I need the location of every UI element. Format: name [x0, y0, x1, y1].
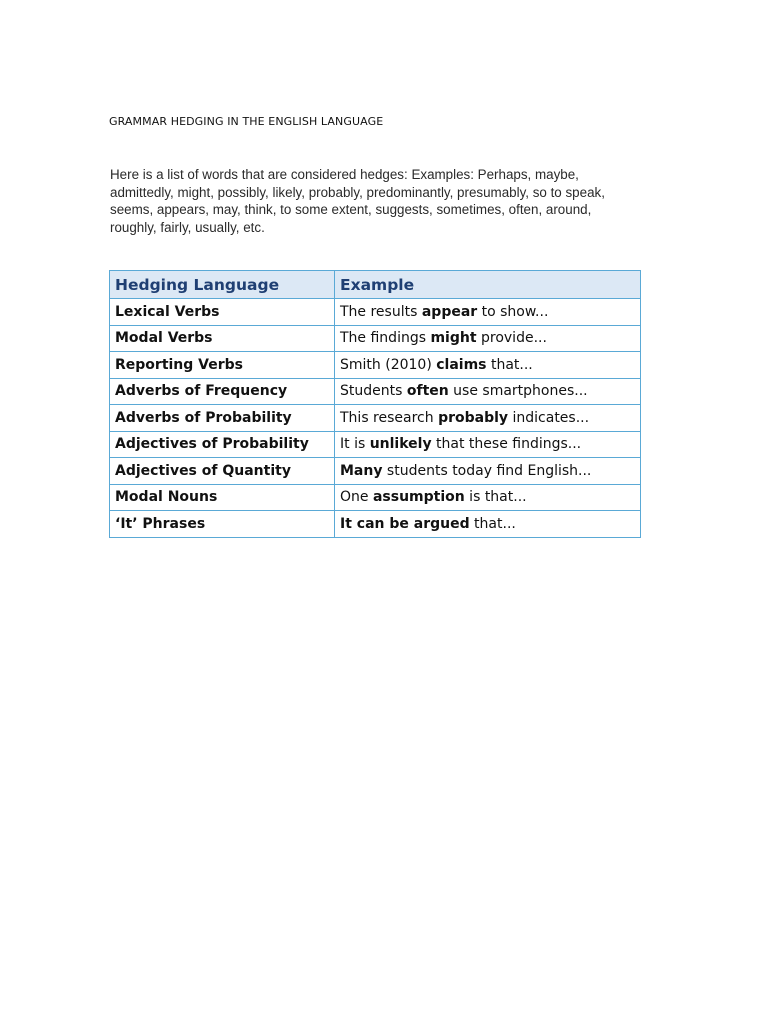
example-text: is that...	[464, 489, 527, 506]
header-hedging-language: Hedging Language	[110, 271, 335, 299]
example-text: that...	[486, 356, 533, 373]
table-row	[110, 511, 641, 538]
example-hedge-word: appear	[421, 303, 478, 320]
hedging-table	[109, 270, 641, 538]
page-title: GRAMMAR HEDGING IN THE ENGLISH LANGUAGE	[109, 115, 384, 128]
hedging-category-cell: Reporting Verbs	[110, 352, 335, 379]
example-cell	[335, 511, 641, 538]
hedging-category-cell: Adverbs of Frequency	[110, 378, 335, 405]
example-text: indicates...	[508, 409, 590, 426]
example-hedge-word: unlikely	[369, 436, 432, 453]
example-hedge-word: probably	[438, 409, 509, 426]
example-cell	[335, 405, 641, 432]
example-hedge-word: It can be argued	[340, 515, 470, 532]
example-cell	[335, 352, 641, 379]
example-cell	[335, 378, 641, 405]
example-text: to show...	[477, 303, 549, 320]
hedging-category-cell: Modal Verbs	[110, 325, 335, 352]
example-hedge-word: Many	[340, 462, 383, 479]
example-text: The results	[340, 303, 422, 320]
table-body	[110, 299, 641, 538]
table-row	[110, 484, 641, 511]
hedging-category-cell: Lexical Verbs	[110, 299, 335, 326]
table-row	[110, 458, 641, 485]
example-text: students today find English...	[382, 462, 592, 479]
table-row	[110, 378, 641, 405]
example-text: use smartphones...	[448, 383, 588, 400]
example-text: It is	[340, 436, 370, 453]
hedging-category-cell: Adjectives of Probability	[110, 431, 335, 458]
hedging-category-cell: Adjectives of Quantity	[110, 458, 335, 485]
example-text: that these findings...	[431, 436, 582, 453]
example-text: Students	[340, 383, 407, 400]
intro-line: roughly, fairly, usually, etc.	[110, 219, 265, 235]
example-cell	[335, 484, 641, 511]
example-hedge-word: assumption	[372, 489, 465, 506]
example-text: One	[340, 489, 373, 506]
table-row	[110, 352, 641, 379]
header-example: Example	[335, 271, 641, 299]
example-text: provide...	[476, 330, 547, 347]
example-cell	[335, 299, 641, 326]
example-hedge-word: claims	[436, 356, 487, 373]
example-text: Smith (2010)	[340, 356, 437, 373]
example-hedge-word: might	[430, 330, 477, 347]
example-text: that...	[469, 515, 516, 532]
intro-line: admittedly, might, possibly, likely, probably, predominantly, presumably, so to speak,	[110, 184, 605, 200]
example-text: This research	[340, 409, 439, 426]
intro-paragraph	[110, 166, 650, 236]
table-row	[110, 299, 641, 326]
example-text: The findings	[340, 330, 431, 347]
intro-line: seems, appears, may, think, to some extent, suggests, sometimes, often, around,	[110, 202, 592, 217]
table-row	[110, 431, 641, 458]
intro-line: Here is a list of words that are considered hedges: Examples: Perhaps, maybe,	[110, 167, 579, 182]
example-hedge-word: often	[406, 383, 449, 400]
hedging-category-cell: Adverbs of Probability	[110, 405, 335, 432]
table-row	[110, 325, 641, 352]
table-header-row	[110, 271, 641, 299]
table-row	[110, 405, 641, 432]
example-cell	[335, 325, 641, 352]
hedging-category-cell: Modal Nouns	[110, 484, 335, 511]
example-cell	[335, 431, 641, 458]
example-cell	[335, 458, 641, 485]
hedging-category-cell: ‘It’ Phrases	[110, 511, 335, 538]
